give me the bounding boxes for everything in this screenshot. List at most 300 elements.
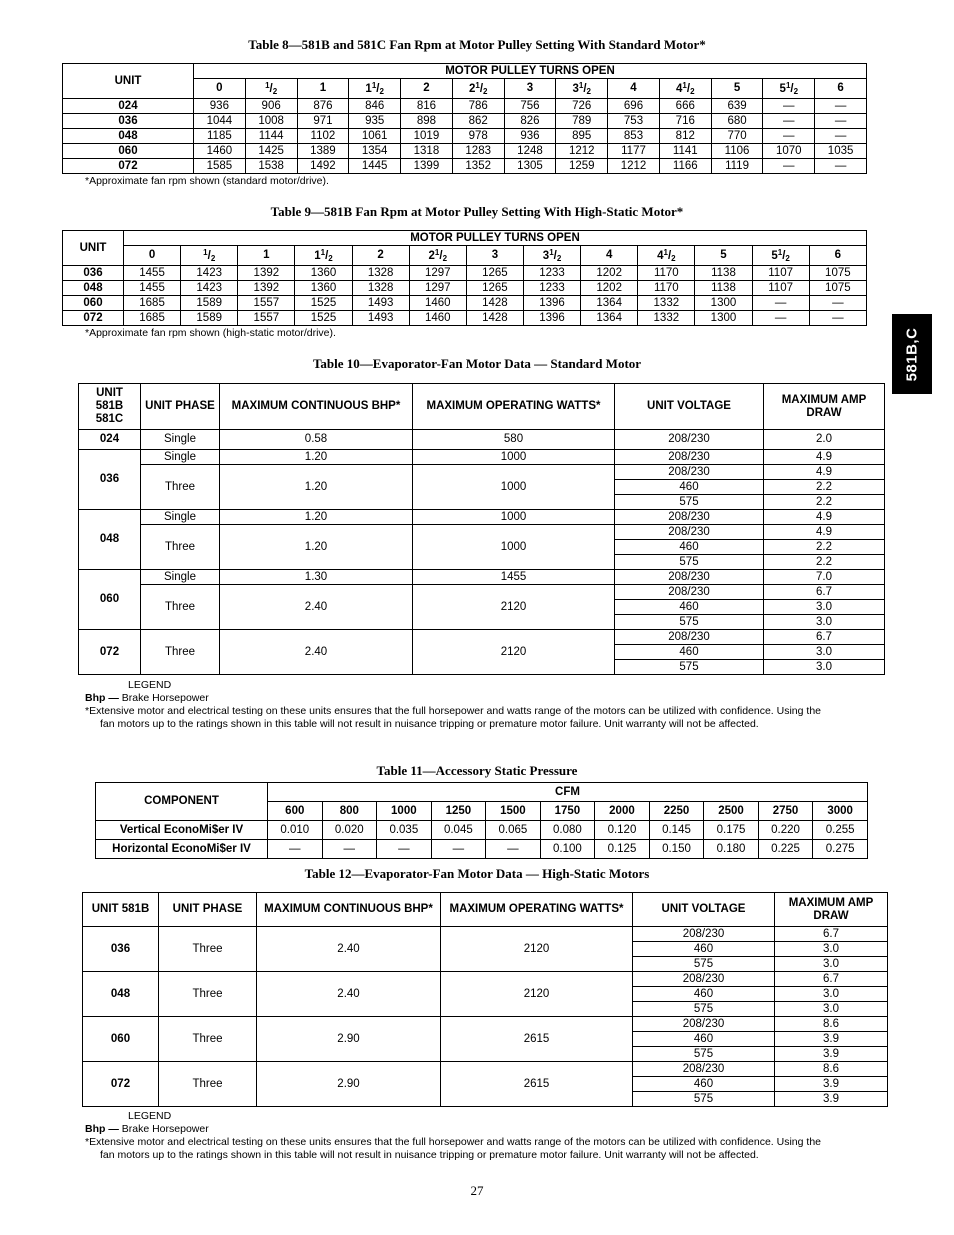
pressure-cell: 0.145 [649,821,704,840]
pressure-cell: — [377,840,432,859]
cfm-column-header: 800 [322,802,377,821]
pressure-cell: — [431,840,486,859]
phase-header: UNIT PHASE [159,893,257,927]
amp-cell: 8.6 [775,1017,888,1032]
rpm-cell: 1212 [608,159,660,174]
rpm-cell: — [752,296,809,311]
rpm-cell: 1019 [401,129,453,144]
table-row [83,972,888,987]
turns-column-header: $4^1/_2$ [659,79,711,99]
phase-cell: Single [141,450,220,465]
cfm-column-header: 600 [268,802,323,821]
voltage-cell: 208/230 [615,430,764,450]
rpm-cell: 1364 [581,311,638,326]
table12 [82,892,888,1107]
rpm-cell: 936 [194,99,246,114]
rpm-cell: 716 [659,114,711,129]
unit-cell: 036 [63,266,124,281]
voltage-cell: 575 [633,1092,775,1107]
amp-cell: 6.7 [764,585,885,600]
amp-cell: 8.6 [775,1062,888,1077]
unit-header: UNIT [63,64,194,99]
rpm-cell: 756 [504,99,556,114]
voltage-cell: 208/230 [633,1062,775,1077]
turns-column-header: 5 [695,246,752,266]
rpm-cell: 1138 [695,266,752,281]
amp-cell: 3.0 [775,957,888,972]
rpm-cell: 1685 [124,296,181,311]
turns-column-header: $5^1/_2$ [752,246,809,266]
voltage-cell: 575 [615,660,764,675]
rpm-cell: 1399 [401,159,453,174]
pressure-cell: 0.175 [704,821,759,840]
table-row [83,1062,888,1077]
rpm-cell: — [809,311,866,326]
turns-column-header: $2^1/_2$ [452,79,504,99]
table12-legend: LEGEND [128,1110,172,1122]
rpm-cell: 1185 [194,129,246,144]
rpm-cell: 876 [297,99,349,114]
rpm-cell: 1492 [297,159,349,174]
cfm-column-header: 2000 [595,802,650,821]
voltage-cell: 208/230 [615,525,764,540]
voltage-cell: 208/230 [633,1017,775,1032]
cfm-column-header: 1250 [431,802,486,821]
rpm-cell: 680 [711,114,763,129]
table12-footnote-1: *Extensive motor and electrical testing on these units ensures that the full horsepower and watts range of the motors can be utilized with confidence. Using the [85,1136,821,1148]
turns-open-header: MOTOR PULLEY TURNS OPEN [194,64,867,79]
pressure-cell: 0.010 [268,821,323,840]
table-row [63,114,867,129]
rpm-cell: 1425 [245,144,297,159]
unit-cell: 024 [79,430,141,450]
voltage-cell: 208/230 [615,465,764,480]
table11-title: Table 11—Accessory Static Pressure [376,763,578,778]
rpm-cell: 1008 [245,114,297,129]
pressure-cell: 0.255 [813,821,868,840]
unit-cell: 048 [63,281,124,296]
rpm-cell: 1212 [556,144,608,159]
rpm-cell: 1493 [352,296,409,311]
watts-cell: 1000 [413,525,615,570]
rpm-cell: 1389 [297,144,349,159]
rpm-cell: 1119 [711,159,763,174]
phase-cell: Three [159,1017,257,1062]
component-cell: Horizontal EconoMi$er IV [96,840,268,859]
unit-cell: 060 [63,144,194,159]
voltage-header: UNIT VOLTAGE [615,384,764,430]
rpm-cell: 1332 [638,296,695,311]
watts-cell: 1455 [413,570,615,585]
phase-cell: Three [141,465,220,510]
table-row [79,510,885,525]
table-row [79,450,885,465]
turns-column-header: $3^1/_2$ [556,79,608,99]
rpm-cell: 1318 [401,144,453,159]
rpm-cell: 1170 [638,266,695,281]
amp-cell: 3.0 [764,645,885,660]
rpm-cell: 1297 [409,281,466,296]
bhp-abbr: Bhp — [85,692,119,704]
bhp-def: Brake Horsepower [121,1123,209,1135]
rpm-cell: — [815,159,867,174]
turns-column-header: 6 [815,79,867,99]
bhp-cell: 2.90 [257,1062,441,1107]
rpm-cell: 1070 [763,144,815,159]
turns-column-header: 3 [504,79,556,99]
turns-column-header: 2 [401,79,453,99]
table-row [79,570,885,585]
watts-cell: 2120 [413,630,615,675]
pressure-cell: — [322,840,377,859]
turns-column-header: $1^1/_2$ [349,79,401,99]
rpm-cell: 1589 [181,311,238,326]
turns-column-header: 1 [238,246,295,266]
watts-header: MAXIMUM OPERATING WATTS* [441,893,633,927]
amp-cell: 2.2 [764,480,885,495]
bhp-header: MAXIMUM CONTINUOUS BHP* [220,384,413,430]
bhp-cell: 2.90 [257,1017,441,1062]
unit-header: UNIT 581B 581C [79,384,141,430]
rpm-cell: 1283 [452,144,504,159]
table-row [63,129,867,144]
rpm-cell: 846 [349,99,401,114]
rpm-cell: 1455 [124,281,181,296]
table9-title: Table 9—581B Fan Rpm at Motor Pulley Setting With High-Static Motor* [270,204,684,219]
voltage-cell: 460 [633,987,775,1002]
bhp-abbr: Bhp — [85,1123,119,1135]
rpm-cell: 1170 [638,281,695,296]
component-header: COMPONENT [96,783,268,821]
rpm-cell: 696 [608,99,660,114]
rpm-cell: 1352 [452,159,504,174]
amp-cell: 3.0 [775,987,888,1002]
table-row [79,525,885,540]
rpm-cell: — [815,99,867,114]
rpm-cell: 1455 [124,266,181,281]
rpm-cell: 1141 [659,144,711,159]
table8 [62,63,867,174]
table10 [78,383,885,675]
pressure-cell: 0.065 [486,821,541,840]
watts-cell: 2120 [441,972,633,1017]
table11 [95,782,868,859]
rpm-cell: 1428 [466,296,523,311]
table-row [63,144,867,159]
rpm-cell: — [815,114,867,129]
voltage-cell: 460 [615,480,764,495]
amp-cell: 6.7 [775,927,888,942]
bhp-cell: 1.20 [220,465,413,510]
voltage-cell: 208/230 [615,450,764,465]
amp-cell: 2.2 [764,540,885,555]
amp-cell: 3.0 [764,615,885,630]
turns-column-header: 0 [124,246,181,266]
unit-header: UNIT [63,231,124,266]
rpm-cell: 1460 [409,311,466,326]
watts-cell: 2615 [441,1062,633,1107]
voltage-cell: 208/230 [633,972,775,987]
rpm-cell: 789 [556,114,608,129]
table-row [63,311,867,326]
table10-footnote-1: *Extensive motor and electrical testing on these units ensures that the full horsepower and watts range of the motors can be utilized with confidence. Using the [85,705,821,717]
rpm-cell: 1265 [466,266,523,281]
pressure-cell: 0.120 [595,821,650,840]
pressure-cell: — [486,840,541,859]
pressure-cell: 0.035 [377,821,432,840]
amp-cell: 3.9 [775,1077,888,1092]
voltage-cell: 208/230 [615,585,764,600]
amp-cell: 4.9 [764,510,885,525]
table-row [63,296,867,311]
table-row [63,159,867,174]
rpm-cell: 971 [297,114,349,129]
rpm-cell: 862 [452,114,504,129]
phase-cell: Three [159,1062,257,1107]
rpm-cell: — [752,311,809,326]
table8-title: Table 8—581B and 581C Fan Rpm at Motor Pulley Setting With Standard Motor* [248,37,706,52]
amp-cell: 4.9 [764,450,885,465]
rpm-cell: 1392 [238,281,295,296]
amp-header: MAXIMUM AMP DRAW [764,384,885,430]
turns-column-header: $4^1/_2$ [638,246,695,266]
rpm-cell: 1107 [752,281,809,296]
amp-cell: 3.0 [764,600,885,615]
table-row [63,281,867,296]
rpm-cell: 726 [556,99,608,114]
table-row [63,99,867,114]
watts-cell: 1000 [413,450,615,465]
section-tab-label: 581B,C [903,327,921,381]
phase-header: UNIT PHASE [141,384,220,430]
table10-legend: LEGEND [128,679,172,691]
rpm-cell: 1233 [523,266,580,281]
turns-column-header: 3 [466,246,523,266]
unit-cell: 036 [79,450,141,510]
amp-cell: 3.9 [775,1047,888,1062]
phase-cell: Three [159,927,257,972]
voltage-cell: 575 [615,555,764,570]
rpm-cell: — [763,114,815,129]
amp-cell: 6.7 [775,972,888,987]
amp-cell: 4.9 [764,525,885,540]
amp-cell: 3.9 [775,1032,888,1047]
voltage-cell: 460 [615,540,764,555]
turns-column-header: $5^1/_2$ [763,79,815,99]
amp-cell: 3.0 [764,660,885,675]
rpm-cell: 1107 [752,266,809,281]
rpm-cell: 666 [659,99,711,114]
phase-cell: Three [159,972,257,1017]
phase-cell: Single [141,570,220,585]
amp-cell: 4.9 [764,465,885,480]
rpm-cell: 1493 [352,311,409,326]
bhp-cell: 1.20 [220,525,413,570]
unit-cell: 036 [83,927,159,972]
unit-cell: 048 [83,972,159,1017]
bhp-cell: 1.30 [220,570,413,585]
pressure-cell: 0.125 [595,840,650,859]
section-tab [892,314,932,394]
bhp-cell: 0.58 [220,430,413,450]
watts-cell: 2120 [441,927,633,972]
rpm-cell: 1305 [504,159,556,174]
rpm-cell: 1044 [194,114,246,129]
rpm-cell: 1360 [295,266,352,281]
rpm-cell: 1460 [409,296,466,311]
cfm-column-header: 1500 [486,802,541,821]
unit-cell: 060 [63,296,124,311]
rpm-cell: 1445 [349,159,401,174]
cfm-column-header: 1750 [540,802,595,821]
rpm-cell: 935 [349,114,401,129]
amp-cell: 3.0 [775,1002,888,1017]
rpm-cell: 1102 [297,129,349,144]
rpm-cell: 853 [608,129,660,144]
rpm-cell: 1423 [181,266,238,281]
bhp-cell: 2.40 [220,585,413,630]
bhp-cell: 1.20 [220,510,413,525]
rpm-cell: 826 [504,114,556,129]
phase-cell: Single [141,510,220,525]
unit-cell: 072 [79,630,141,675]
bhp-cell: 1.20 [220,450,413,465]
amp-cell: 2.0 [764,430,885,450]
cfm-column-header: 2250 [649,802,704,821]
pressure-cell: 0.275 [813,840,868,859]
watts-cell: 1000 [413,465,615,510]
rpm-cell: 1525 [295,311,352,326]
cfm-column-header: 3000 [813,802,868,821]
table-row [83,927,888,942]
pressure-cell: 0.225 [758,840,813,859]
table9 [62,230,867,326]
phase-cell: Single [141,430,220,450]
unit-cell: 024 [63,99,194,114]
rpm-cell: 1332 [638,311,695,326]
component-cell: Vertical EconoMi$er IV [96,821,268,840]
voltage-cell: 575 [633,1047,775,1062]
unit-cell: 060 [79,570,141,630]
rpm-cell: 1297 [409,266,466,281]
rpm-cell: 895 [556,129,608,144]
phase-cell: Three [141,630,220,675]
turns-column-header: 0 [194,79,246,99]
table10-footnote-2: fan motors up to the ratings shown in this table will not result in nuisance tripping or premature motor failure. Unit warranty will not be affected. [100,718,759,730]
voltage-cell: 575 [615,495,764,510]
voltage-cell: 460 [615,645,764,660]
amp-cell: 7.0 [764,570,885,585]
rpm-cell: 1035 [815,144,867,159]
unit-cell: 048 [79,510,141,570]
rpm-cell: — [763,129,815,144]
voltage-cell: 460 [633,942,775,957]
rpm-cell: 1585 [194,159,246,174]
amp-cell: 3.9 [775,1092,888,1107]
rpm-cell: 1166 [659,159,711,174]
rpm-cell: 1138 [695,281,752,296]
rpm-cell: — [809,296,866,311]
voltage-header: UNIT VOLTAGE [633,893,775,927]
rpm-cell: 1557 [238,311,295,326]
cfm-column-header: 2750 [758,802,813,821]
voltage-cell: 460 [615,600,764,615]
rpm-cell: 1248 [504,144,556,159]
turns-column-header: $2^1/_2$ [409,246,466,266]
amp-cell: 2.2 [764,555,885,570]
table-row [96,821,868,840]
pressure-cell: 0.150 [649,840,704,859]
table12-footnote-2: fan motors up to the ratings shown in this table will not result in nuisance tripping or premature motor failure. Unit warranty will not be affected. [100,1149,759,1161]
watts-header: MAXIMUM OPERATING WATTS* [413,384,615,430]
rpm-cell: 1392 [238,266,295,281]
voltage-cell: 208/230 [615,630,764,645]
rpm-cell: — [815,129,867,144]
cfm-column-header: 2500 [704,802,759,821]
voltage-cell: 208/230 [633,927,775,942]
rpm-cell: 1360 [295,281,352,296]
rpm-cell: 1423 [181,281,238,296]
rpm-cell: 1233 [523,281,580,296]
turns-column-header: $3^1/_2$ [523,246,580,266]
rpm-cell: 1328 [352,266,409,281]
table12-bhp-legend [85,1123,209,1136]
rpm-cell: 753 [608,114,660,129]
voltage-cell: 575 [633,957,775,972]
table-row [79,430,885,450]
unit-cell: 072 [63,311,124,326]
rpm-cell: — [763,159,815,174]
amp-header: MAXIMUM AMP DRAW [775,893,888,927]
turns-column-header: $^1/_2$ [181,246,238,266]
table-row [79,465,885,480]
table10-title: Table 10—Evaporator-Fan Motor Data — Standard Motor [312,356,642,371]
rpm-cell: 1202 [581,281,638,296]
voltage-cell: 208/230 [615,570,764,585]
amp-cell: 6.7 [764,630,885,645]
rpm-cell: 1106 [711,144,763,159]
pressure-cell: 0.180 [704,840,759,859]
rpm-cell: 1354 [349,144,401,159]
pressure-cell: 0.045 [431,821,486,840]
table-row [63,266,867,281]
rpm-cell: 1396 [523,311,580,326]
rpm-cell: 1685 [124,311,181,326]
watts-cell: 2615 [441,1017,633,1062]
voltage-cell: 575 [633,1002,775,1017]
pressure-cell: 0.100 [540,840,595,859]
voltage-cell: 460 [633,1032,775,1047]
rpm-cell: 786 [452,99,504,114]
rpm-cell: 1075 [809,281,866,296]
table8-footnote: *Approximate fan rpm shown (standard motor/drive). [85,175,329,187]
rpm-cell: 1428 [466,311,523,326]
turns-column-header: 2 [352,246,409,266]
bhp-cell: 2.40 [220,630,413,675]
phase-cell: Three [141,585,220,630]
table-row [79,585,885,600]
bhp-header: MAXIMUM CONTINUOUS BHP* [257,893,441,927]
bhp-cell: 2.40 [257,927,441,972]
phase-cell: Three [141,525,220,570]
rpm-cell: 770 [711,129,763,144]
pressure-cell: 0.080 [540,821,595,840]
pressure-cell: 0.220 [758,821,813,840]
watts-cell: 2120 [413,585,615,630]
turns-column-header: 4 [581,246,638,266]
rpm-cell: 1525 [295,296,352,311]
table-row [79,630,885,645]
